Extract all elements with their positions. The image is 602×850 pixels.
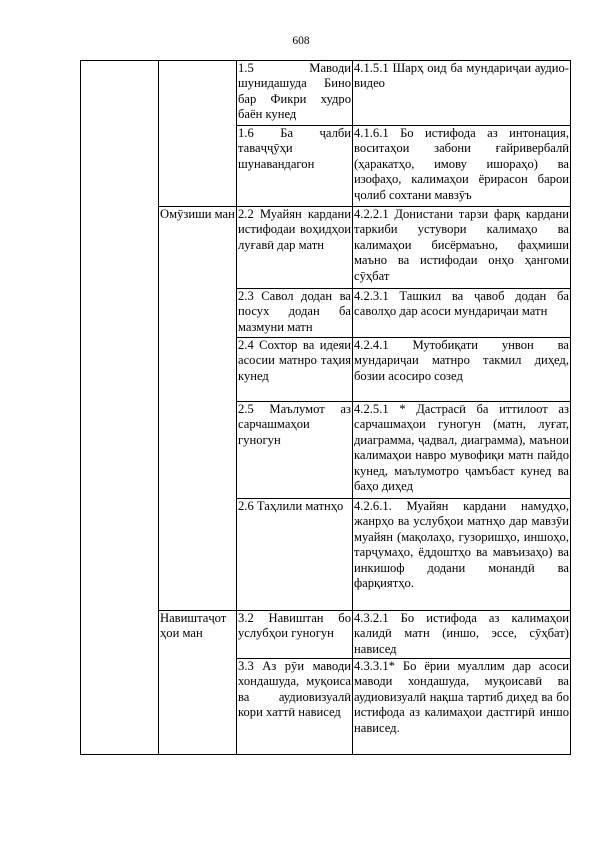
skill-cell: 2.5 Маълумот аз сарчашмаҳои гуногун	[237, 402, 353, 499]
indicator-cell: 4.3.2.1 Бо истифода аз калимаҳои калидӣ матн (иншо, эссе, сӯҳбат) нависед	[353, 611, 571, 659]
indicator-cell: 4.3.3.1* Бо ёрии муаллим дар асоси маводи хондашуда, муқоисавӣ ва аудиовизуалӣ нақша тартиб диҳед ва бо истифода аз калимаҳои дастгирӣ иншо нависед.	[353, 659, 571, 755]
indicator-cell: 4.2.2.1 Донистани тарзи фарқ кардани таркиби устувори калимаҳо ва калимаҳои бисёрмаъно, фаҳмиши маъно ва истифодаи онҳо ҳангоми сӯҳбат	[353, 207, 571, 289]
page-number: 608	[292, 35, 310, 47]
column-blank-cell	[81, 61, 159, 755]
skill-cell: 1.5 Маводи шунидашуда Бино бар Фикри худро баён кунед	[237, 61, 353, 126]
skill-cell: 2.6 Таҳлили матнҳо	[237, 499, 353, 611]
section-name-cell: Омӯзиши ман	[159, 207, 237, 611]
section-name-cell: Навиштаҷот ҳои ман	[159, 611, 237, 755]
indicator-cell: 4.2.3.1 Ташкил ва ҷавоб додан ба саволҳо дар асоси мундариҷаи матн	[353, 289, 571, 338]
indicator-cell: 4.2.6.1. Муайян кардани намудҳо, жанрҳо ва услубҳои матнҳо дар мавзӯи муайян (мақолаҳо, гузоришҳо, иншоҳо, тарҷумаҳо, ёддоштҳо ва мавъизаҳо) ва инкишоф додани монандӣ ва фарқиятҳо.	[353, 499, 571, 611]
skill-cell: 3.3 Аз рӯи маводи хондашуда, муқоиса ва аудиовизуалӣ кори хаттӣ нависед	[237, 659, 353, 755]
skill-cell: 1.6 Ба ҷалби таваҷҷӯҳи шунавандагон	[237, 126, 353, 207]
indicator-cell: 4.1.5.1 Шарҳ оид ба мундариҷаи аудио-видео	[353, 61, 571, 126]
indicator-cell: 4.1.6.1 Бо истифода аз интонация, воситаҳои забони ғайривербалӣ (ҳаракатҳо, имову ишораҳо) ва изофаҳо, калимаҳои ёрирасон барои ҷолиб сохтани мавзӯъ	[353, 126, 571, 207]
skill-cell: 2.2 Муайян кардани истифодаи воҳидҳои луғавӣ дар матн	[237, 207, 353, 289]
skill-cell: 2.4 Сохтор ва идеяи асосии матнро таҳия кунед	[237, 338, 353, 402]
indicator-cell: 4.2.4.1 Мутобиқати унвон ва мундариҷаи матнро такмил диҳед, бозии асосиро созед	[353, 338, 571, 402]
section-name-cell	[159, 61, 237, 207]
table-row	[81, 61, 571, 126]
indicator-cell: 4.2.5.1 * Дастрасӣ ба иттилоот аз сарчашмаҳои гуногун (матн, луғат, диаграмма, ҷадвал, диаграмма), маънои калимаҳои навро мувофиқи матн пайдо кунед, маълумотро ҷамъбаст кунед ва баҳо диҳед	[353, 402, 571, 499]
skill-cell: 2.3 Савол додан ва посух додан ба мазмуни матн	[237, 289, 353, 338]
curriculum-table	[80, 60, 571, 755]
skill-cell: 3.2 Навиштан бо услубҳои гуногун	[237, 611, 353, 659]
